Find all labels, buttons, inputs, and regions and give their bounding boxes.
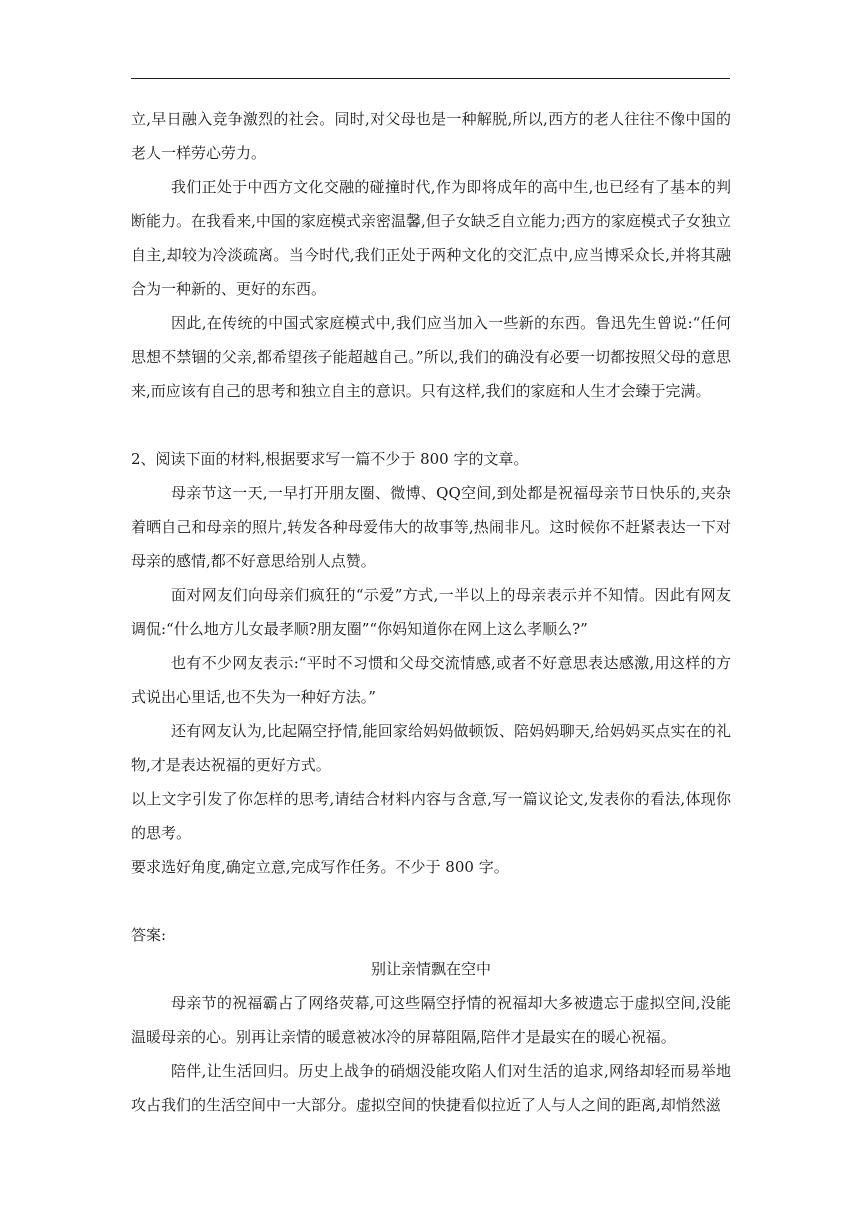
paragraph: 因此,在传统的中国式家庭模式中,我们应当加入一些新的东西。鲁迅先生曾说:“任何思想不禁锢的父亲,都希望孩子能超越自己。”所以,我们的确没有必要一切都按照父母的意思来,而应该有自己的思考和独立自主的意识。只有这样,我们的家庭和人生才会臻于完满。 — [131, 314, 731, 400]
paragraph-continuation: 立,早日融入竞争激烈的社会。同时,对父母也是一种解脱,所以,西方的老人往往不像中国的老人一样劳心劳力。 — [131, 110, 731, 162]
question-prompt: 2、阅读下面的材料,根据要求写一篇不少于 800 字的文章。 — [131, 450, 529, 468]
essay-paragraph: 母亲节的祝福霸占了网络荧幕,可这些隔空抒情的祝福却大多被遗忘于虚拟空间,没能温暖母亲的心。别再让亲情的暖意被冰冷的屏幕阻隔,陪伴才是最实在的暖心祝福。 — [131, 994, 731, 1046]
writing-requirement: 要求选好角度,确定立意,完成写作任务。不少于 800 字。 — [131, 858, 509, 876]
paragraph: 我们正处于中西方文化交融的碰撞时代,作为即将成年的高中生,也已经有了基本的判断能力。在我看来,中国的家庭模式亲密温馨,但子女缺乏自立能力;西方的家庭模式子女独立自主,却较为冷淡疏离。当今时代,我们正处于两种文化的交汇点中,应当博采众长,并将其融合为一种新的、更好的东西。 — [131, 178, 731, 298]
material-paragraph: 面对网友们向母亲们疯狂的“示爱”方式,一半以上的母亲表示并不知情。因此有网友调侃:“什么地方儿女最孝顺?朋友圈”“你妈知道你在网上这么孝顺么?” — [131, 586, 731, 638]
spacer — [131, 884, 731, 918]
material-paragraph: 母亲节这一天,一早打开朋友圈、微博、QQ空间,到处都是祝福母亲节日快乐的,夹杂着晒自己和母亲的照片,转发各种母爱伟大的故事等,热闹非凡。这时候你不赶紧表达一下对母亲的感情,都不好意思给别人点赞。 — [131, 484, 731, 570]
spacer — [131, 408, 731, 442]
header-rule — [131, 78, 730, 79]
essay-paragraph: 陪伴,让生活回归。历史上战争的硝烟没能攻陷人们对生活的追求,网络却轻而易举地攻占我们的生活空间中一大部分。虚拟空间的快捷看似拉近了人与人之间的距离,却悄然滋 — [131, 1062, 731, 1114]
answer-label: 答案: — [131, 926, 167, 944]
writing-task: 以上文字引发了你怎样的思考,请结合材料内容与含意,写一篇议论文,发表你的看法,体现你的思考。 — [131, 790, 731, 842]
material-paragraph: 还有网友认为,比起隔空抒情,能回家给妈妈做顿饭、陪妈妈聊天,给妈妈买点实在的礼物,才是表达祝福的更好方式。 — [131, 722, 731, 774]
material-paragraph: 也有不少网友表示:“平时不习惯和父母交流情感,或者不好意思表达感激,用这样的方式说出心里话,也不失为一种好方法。” — [131, 654, 731, 706]
document-body — [131, 102, 731, 1122]
essay-title: 别让亲情飘在空中 — [370, 960, 491, 978]
